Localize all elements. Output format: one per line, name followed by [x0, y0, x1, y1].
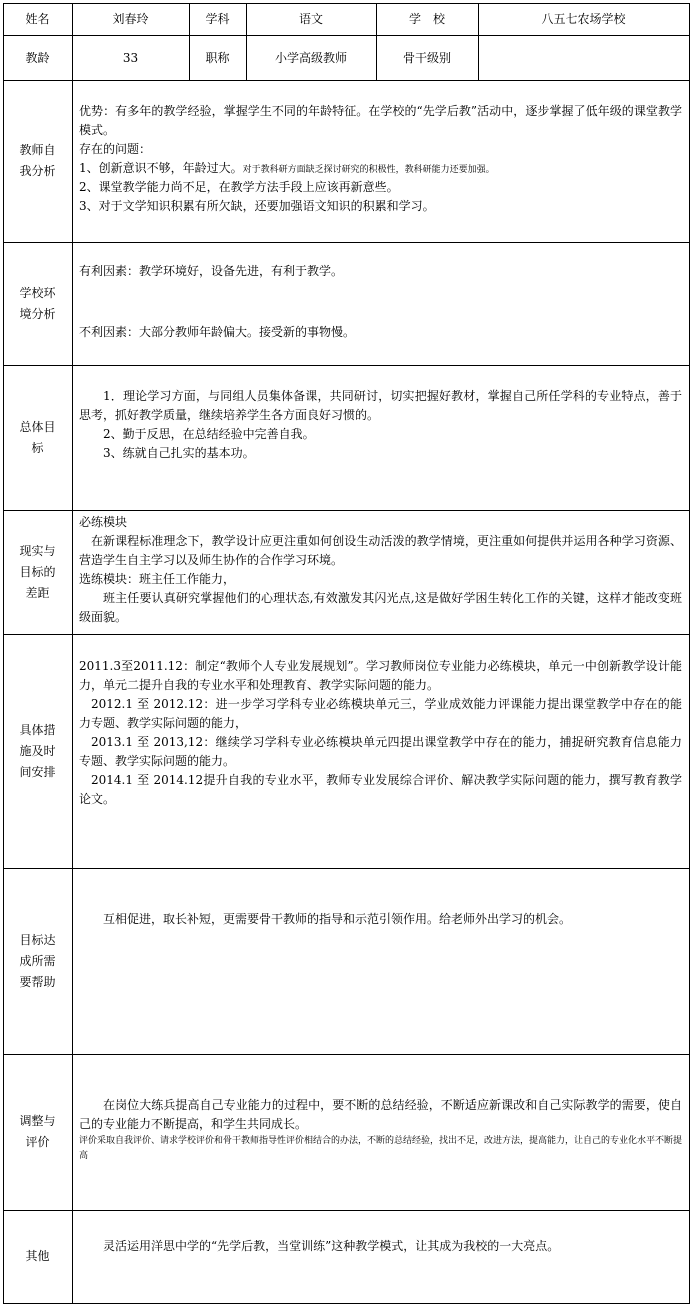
row-divider [3, 1210, 689, 1211]
adjust-evaluate-label: 调整与评价 [19, 1114, 56, 1149]
name-label: 姓名 [25, 12, 50, 26]
professional-title-value: 小学高级教师 [274, 50, 347, 65]
row-divider [3, 1054, 689, 1055]
self-analysis-line: 1、创新意识不够，年龄过大。对于教科研方面缺乏探讨研究的积极性，教科研能力还要加强。 [79, 161, 495, 175]
self-analysis-line: 存在的问题： [79, 142, 152, 156]
school-label: 学 校 [408, 12, 445, 26]
row-divider [3, 868, 689, 869]
self-analysis-line: 优势：有多年的教学经验，掌握学生不同的年龄特征。在学校的“先学后教”活动中，逐步掌握了低年级的课堂教学模式。 [79, 104, 682, 137]
school-favorable-factors: 有利因素：教学环境好，设备先进，有利于教学。 [79, 264, 344, 278]
professional-title-label: 职称 [205, 50, 230, 65]
gap-content [79, 513, 682, 627]
measures-line: 2014.1 至 2014.12提升自我的专业水平，教师专业发展综合评价、解决教学实际问题的能力，撰写教育教学论文。 [79, 773, 682, 806]
overall-goal-line: 2、勤于反思，在总结经验中完善自我。 [103, 427, 315, 441]
gap-label: 现实与目标的差距 [19, 543, 56, 600]
teaching-age-label: 教龄 [25, 50, 50, 65]
overall-goal-line: 1．理论学习方面，与同组人员集体备课，共同研讨，切实把握好教材，掌握自己所任学科的专业特点，善于思考，抓好教学质量，继续培养学生各方面良好习惯的。 [79, 389, 682, 422]
other-label: 其他 [25, 1249, 50, 1263]
self-analysis-label: 教师自我分析 [19, 143, 56, 178]
measures-line: 2011.3至2011.12：制定“教师个人专业发展规划”。学习教师岗位专业能力必练模块，单元一中创新教学设计能力，单元二提升自我的专业水平和处理教育、教学实际问题的能力。 [79, 659, 682, 692]
subject-value: 语文 [298, 12, 323, 26]
overall-goal-label: 总体目标 [19, 419, 56, 455]
row-divider [3, 242, 689, 243]
overall-goal-content [79, 387, 682, 463]
measures-line: 2013.1 至 2013,12：继续学习学科专业必练模块单元四提出课堂教学中存在的能力，捕捉研究教育信息能力专题、教学实际问题的能力。 [79, 735, 682, 768]
help-needed-content: 互相促进，取长补短，更需要骨干教师的指导和示范引领作用。给老师外出学习的机会。 [103, 912, 572, 926]
row-divider [3, 80, 689, 81]
school-value: 八五七农场学校 [541, 12, 626, 26]
gap-line: 必练模块 [79, 515, 128, 529]
adjust-evaluate-content [79, 1096, 682, 1164]
gap-line: 选练模块：班主任工作能力， [79, 572, 236, 586]
teaching-age-value: 33 [122, 50, 139, 65]
self-analysis-line: 2、课堂教学能力尚不足，在教学方法手段上应该再新意些。 [79, 180, 399, 194]
measures-line: 2012.1 至 2012.12：进一步学习学科专业必练模块单元三，学业成效能力评课能力提出课堂教学中存在的能力专题、教学实际问题的能力， [79, 697, 682, 730]
row-divider [3, 365, 689, 366]
adjust-evaluate-note: 评价采取自我评价、请求学校评价和骨干教师指导性评价相结合的办法，不断的总结经验，找出不足，改进方法，提高能力，让自己的专业化水平不断提高 [79, 1136, 683, 1161]
subject-label: 学科 [205, 12, 230, 26]
self-analysis-content [79, 102, 682, 216]
overall-goal-line: 3、练就自己扎实的基本功。 [103, 446, 255, 460]
border-bottom [3, 1303, 689, 1304]
border-right [689, 3, 690, 1304]
other-content: 灵活运用洋思中学的“先学后教，当堂训练”这种教学模式，让其成为我校的一大亮点。 [103, 1239, 560, 1253]
gap-line: 在新课程标准理念下，教学设计应更注重如何创设生动活泼的教学情境，更注重如何提供并运用各种学习资源、营造学生自主学习以及师生协作的合作学习环境。 [79, 534, 682, 567]
school-environment-label: 学校环境分析 [19, 285, 56, 321]
label-column-divider [72, 3, 73, 1304]
name-value: 刘春玲 [112, 12, 149, 26]
self-analysis-line: 3、对于文学知识积累有所欠缺，还要加强语文知识的积累和学习。 [79, 199, 435, 213]
row-divider [3, 634, 689, 635]
backbone-level-label: 骨干级别 [402, 50, 451, 65]
measures-content [79, 657, 682, 809]
adjust-evaluate-text: 在岗位大练兵提高自己专业能力的过程中，要不断的总结经验，不断适应新课改和自己实际教学的需要，使自己的专业能力不断提高，和学生共同成长。 [79, 1098, 682, 1131]
measures-label: 具体措施及时间安排 [19, 722, 56, 779]
help-needed-label: 目标达成所需要帮助 [19, 932, 56, 989]
gap-line: 班主任要认真研究掌握他们的心理状态,有效激发其闪光点,这是做好学困生转化工作的关键，这样才能改变班级面貌。 [79, 591, 682, 624]
row-divider [3, 510, 689, 511]
backbone-level-value [478, 35, 689, 80]
school-unfavorable-factors: 不利因素：大部分教师年龄偏大。接受新的事物慢。 [79, 325, 356, 339]
